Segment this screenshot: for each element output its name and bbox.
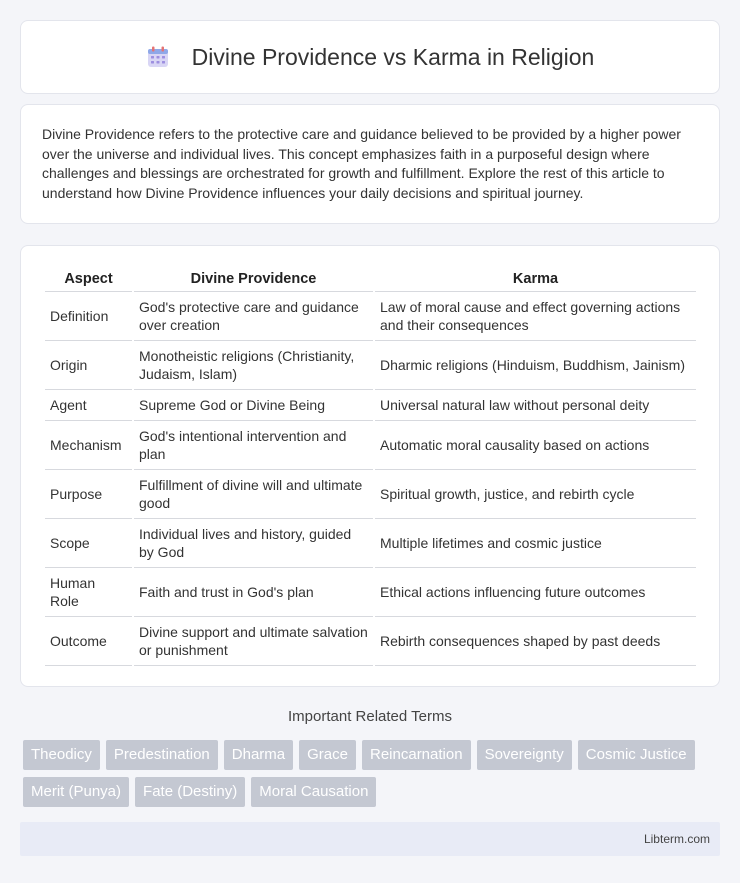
aspect-cell: Purpose	[45, 470, 132, 519]
aspect-cell: Human Role	[45, 568, 132, 617]
tag-predestination[interactable]: Predestination	[106, 740, 218, 770]
related-terms-title: Important Related Terms	[288, 708, 452, 725]
karma-cell: Law of moral cause and effect governing actions and their consequences	[375, 292, 696, 341]
aspect-cell: Mechanism	[45, 421, 132, 470]
table-row	[45, 341, 696, 390]
karma-cell: Rebirth consequences shaped by past deeds	[375, 617, 696, 666]
table-row	[45, 421, 696, 470]
karma-cell: Ethical actions influencing future outcomes	[375, 568, 696, 617]
aspect-cell: Definition	[45, 292, 132, 341]
tag-sovereignty[interactable]: Sovereignty	[477, 740, 572, 770]
divine-providence-cell: Monotheistic religions (Christianity, Judaism, Islam)	[134, 341, 373, 390]
divine-providence-cell: God's intentional intervention and plan	[134, 421, 373, 470]
divine-providence-cell: Faith and trust in God's plan	[134, 568, 373, 617]
comparison-table-card	[20, 245, 720, 687]
aspect-cell: Scope	[45, 519, 132, 568]
table-row	[45, 390, 696, 421]
table-row	[45, 292, 696, 341]
karma-cell: Dharmic religions (Hinduism, Buddhism, Jainism)	[375, 341, 696, 390]
tag-dharma[interactable]: Dharma	[224, 740, 293, 770]
divine-providence-cell: Individual lives and history, guided by God	[134, 519, 373, 568]
aspect-cell: Agent	[45, 390, 132, 421]
table-row	[45, 519, 696, 568]
divine-providence-cell: God's protective care and guidance over creation	[134, 292, 373, 341]
table-row	[45, 568, 696, 617]
karma-cell: Automatic moral causality based on actions	[375, 421, 696, 470]
tag-fate-destiny[interactable]: Fate (Destiny)	[135, 777, 245, 807]
table-row	[45, 470, 696, 519]
intro-text: Divine Providence refers to the protective care and guidance believed to be provided by a higher power over the universe and individual lives. This concept emphasizes faith in a purposeful design where challenges and blessings are orchestrated for growth and fulfillment. Explore the rest of this article to understand how Divine Providence influences your daily decisions and spiritual journey.	[42, 126, 681, 201]
table-row	[45, 617, 696, 666]
aspect-cell: Outcome	[45, 617, 132, 666]
karma-cell: Universal natural law without personal deity	[375, 390, 696, 421]
tag-reincarnation[interactable]: Reincarnation	[362, 740, 471, 770]
header-divine-providence: Divine Providence	[134, 266, 373, 292]
calendar-icon	[146, 45, 170, 69]
aspect-cell: Origin	[45, 341, 132, 390]
footer-brand-link[interactable]: Libterm.com	[643, 832, 710, 846]
tag-grace[interactable]: Grace	[299, 740, 356, 770]
intro-card	[20, 104, 720, 224]
header-karma: Karma	[375, 266, 696, 292]
tag-moral-causation[interactable]: Moral Causation	[251, 777, 376, 807]
table-header-row	[45, 266, 696, 292]
header-aspect: Aspect	[45, 266, 132, 292]
comparison-table	[43, 266, 698, 666]
divine-providence-cell: Fulfillment of divine will and ultimate good	[134, 470, 373, 519]
karma-cell: Spiritual growth, justice, and rebirth cycle	[375, 470, 696, 519]
tag-cosmic-justice[interactable]: Cosmic Justice	[578, 740, 695, 770]
divine-providence-cell: Divine support and ultimate salvation or punishment	[134, 617, 373, 666]
divine-providence-cell: Supreme God or Divine Being	[134, 390, 373, 421]
tag-theodicy[interactable]: Theodicy	[23, 740, 100, 770]
page-title: Divine Providence vs Karma in Religion	[191, 43, 595, 70]
footer	[20, 822, 720, 856]
related-terms-list	[23, 740, 713, 807]
header-card	[20, 20, 720, 94]
karma-cell: Multiple lifetimes and cosmic justice	[375, 519, 696, 568]
tag-merit-punya[interactable]: Merit (Punya)	[23, 777, 129, 807]
